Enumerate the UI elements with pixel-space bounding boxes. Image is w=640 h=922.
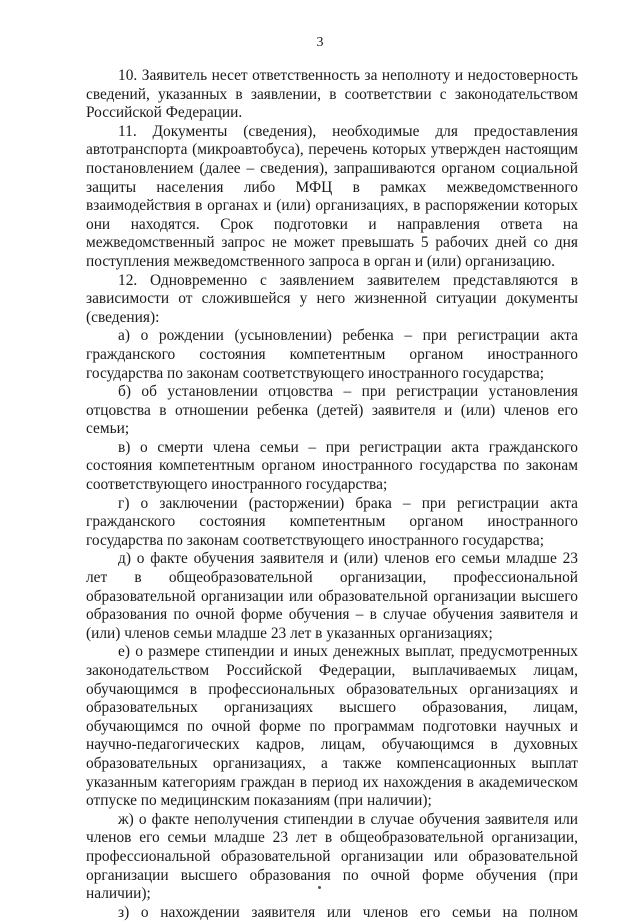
list-item-a: а) о рождении (усыновлении) ребенка – при регистрации акта гражданского состояния компетентным органом иностранного государства по законам соответствующего иностранного государства; — [86, 327, 578, 382]
page-number: 3 — [316, 35, 324, 50]
scan-speck — [318, 886, 321, 889]
list-item-zh: ж) о факте неполучения стипендии в случае обучения заявителя или членов его семьи младше 23 лет в общеобразовательной организации, профессиональной образовательной организации или образовательной организации высшего образования по очной форме обучения (при наличии); — [86, 810, 578, 903]
document-body — [86, 67, 578, 922]
list-item-d: д) о факте обучения заявителя и (или) членов его семьи младше 23 лет в общеобразовательной организации, профессиональной образовательной организации или образовательной организации высшего образования по очной форме обучения – в случае обучения заявителя и (или) членов семьи младше 23 лет в указанных организациях; — [86, 550, 578, 642]
list-item-e: е) о размере стипендии и иных денежных выплат, предусмотренных законодательством Российской Федерации, выплачиваемых лицам, обучающимся в профессиональных образовательных организациях и образовательных организациях высшего образования, лицам, обучающимся по очной форме по программам подготовки научных и научно-педагогических кадров, лицам, обучающимся в духовных образовательных организациях, а также компенсационных выплат указанным категориям граждан в период их нахождения в академическом отпуске по медицинским показаниям (при наличии); — [86, 643, 578, 810]
paragraph-10: 10. Заявитель несет ответственность за неполноту и недостоверность сведений, указанных в заявлении, в соответствии с законодательством Российской Федерации. — [86, 67, 578, 122]
paragraph-11: 11. Документы (сведения), необходимые для предоставления автотранспорта (микроавтобуса), перечень которых утвержден настоящим постановлением (далее – сведения), запрашиваются органом социальной защиты населения либо МФЦ в рамках межведомственного взаимодействия в органах и (или) организациях, в распоряжении которых они находятся. Срок подготовки и направления ответа на межведомственный запрос не может превышать 5 рабочих дней со дня поступления межведомственного запроса в орган и (или) организацию. — [86, 122, 578, 270]
paragraph-12: 12. Одновременно с заявлением заявителем представляются в зависимости от сложившейся у него жизненной ситуации документы (сведения): — [86, 271, 578, 326]
list-item-z: з) о нахождении заявителя или членов его семьи на полном — [118, 903, 578, 921]
list-item-b: б) об установлении отцовства – при регистрации установления отцовства в отношении ребенка (детей) заявителя и (или) членов его семьи; — [86, 383, 578, 438]
list-item-v: в) о смерти члена семьи – при регистрации акта гражданского состояния компетентным органом иностранного государства по законам соответствующего иностранного государства; — [86, 438, 578, 494]
list-item-g: г) о заключении (расторжении) брака – при регистрации акта гражданского состояния компетентным органом иностранного государства по законам соответствующего иностранного государства; — [86, 494, 578, 549]
